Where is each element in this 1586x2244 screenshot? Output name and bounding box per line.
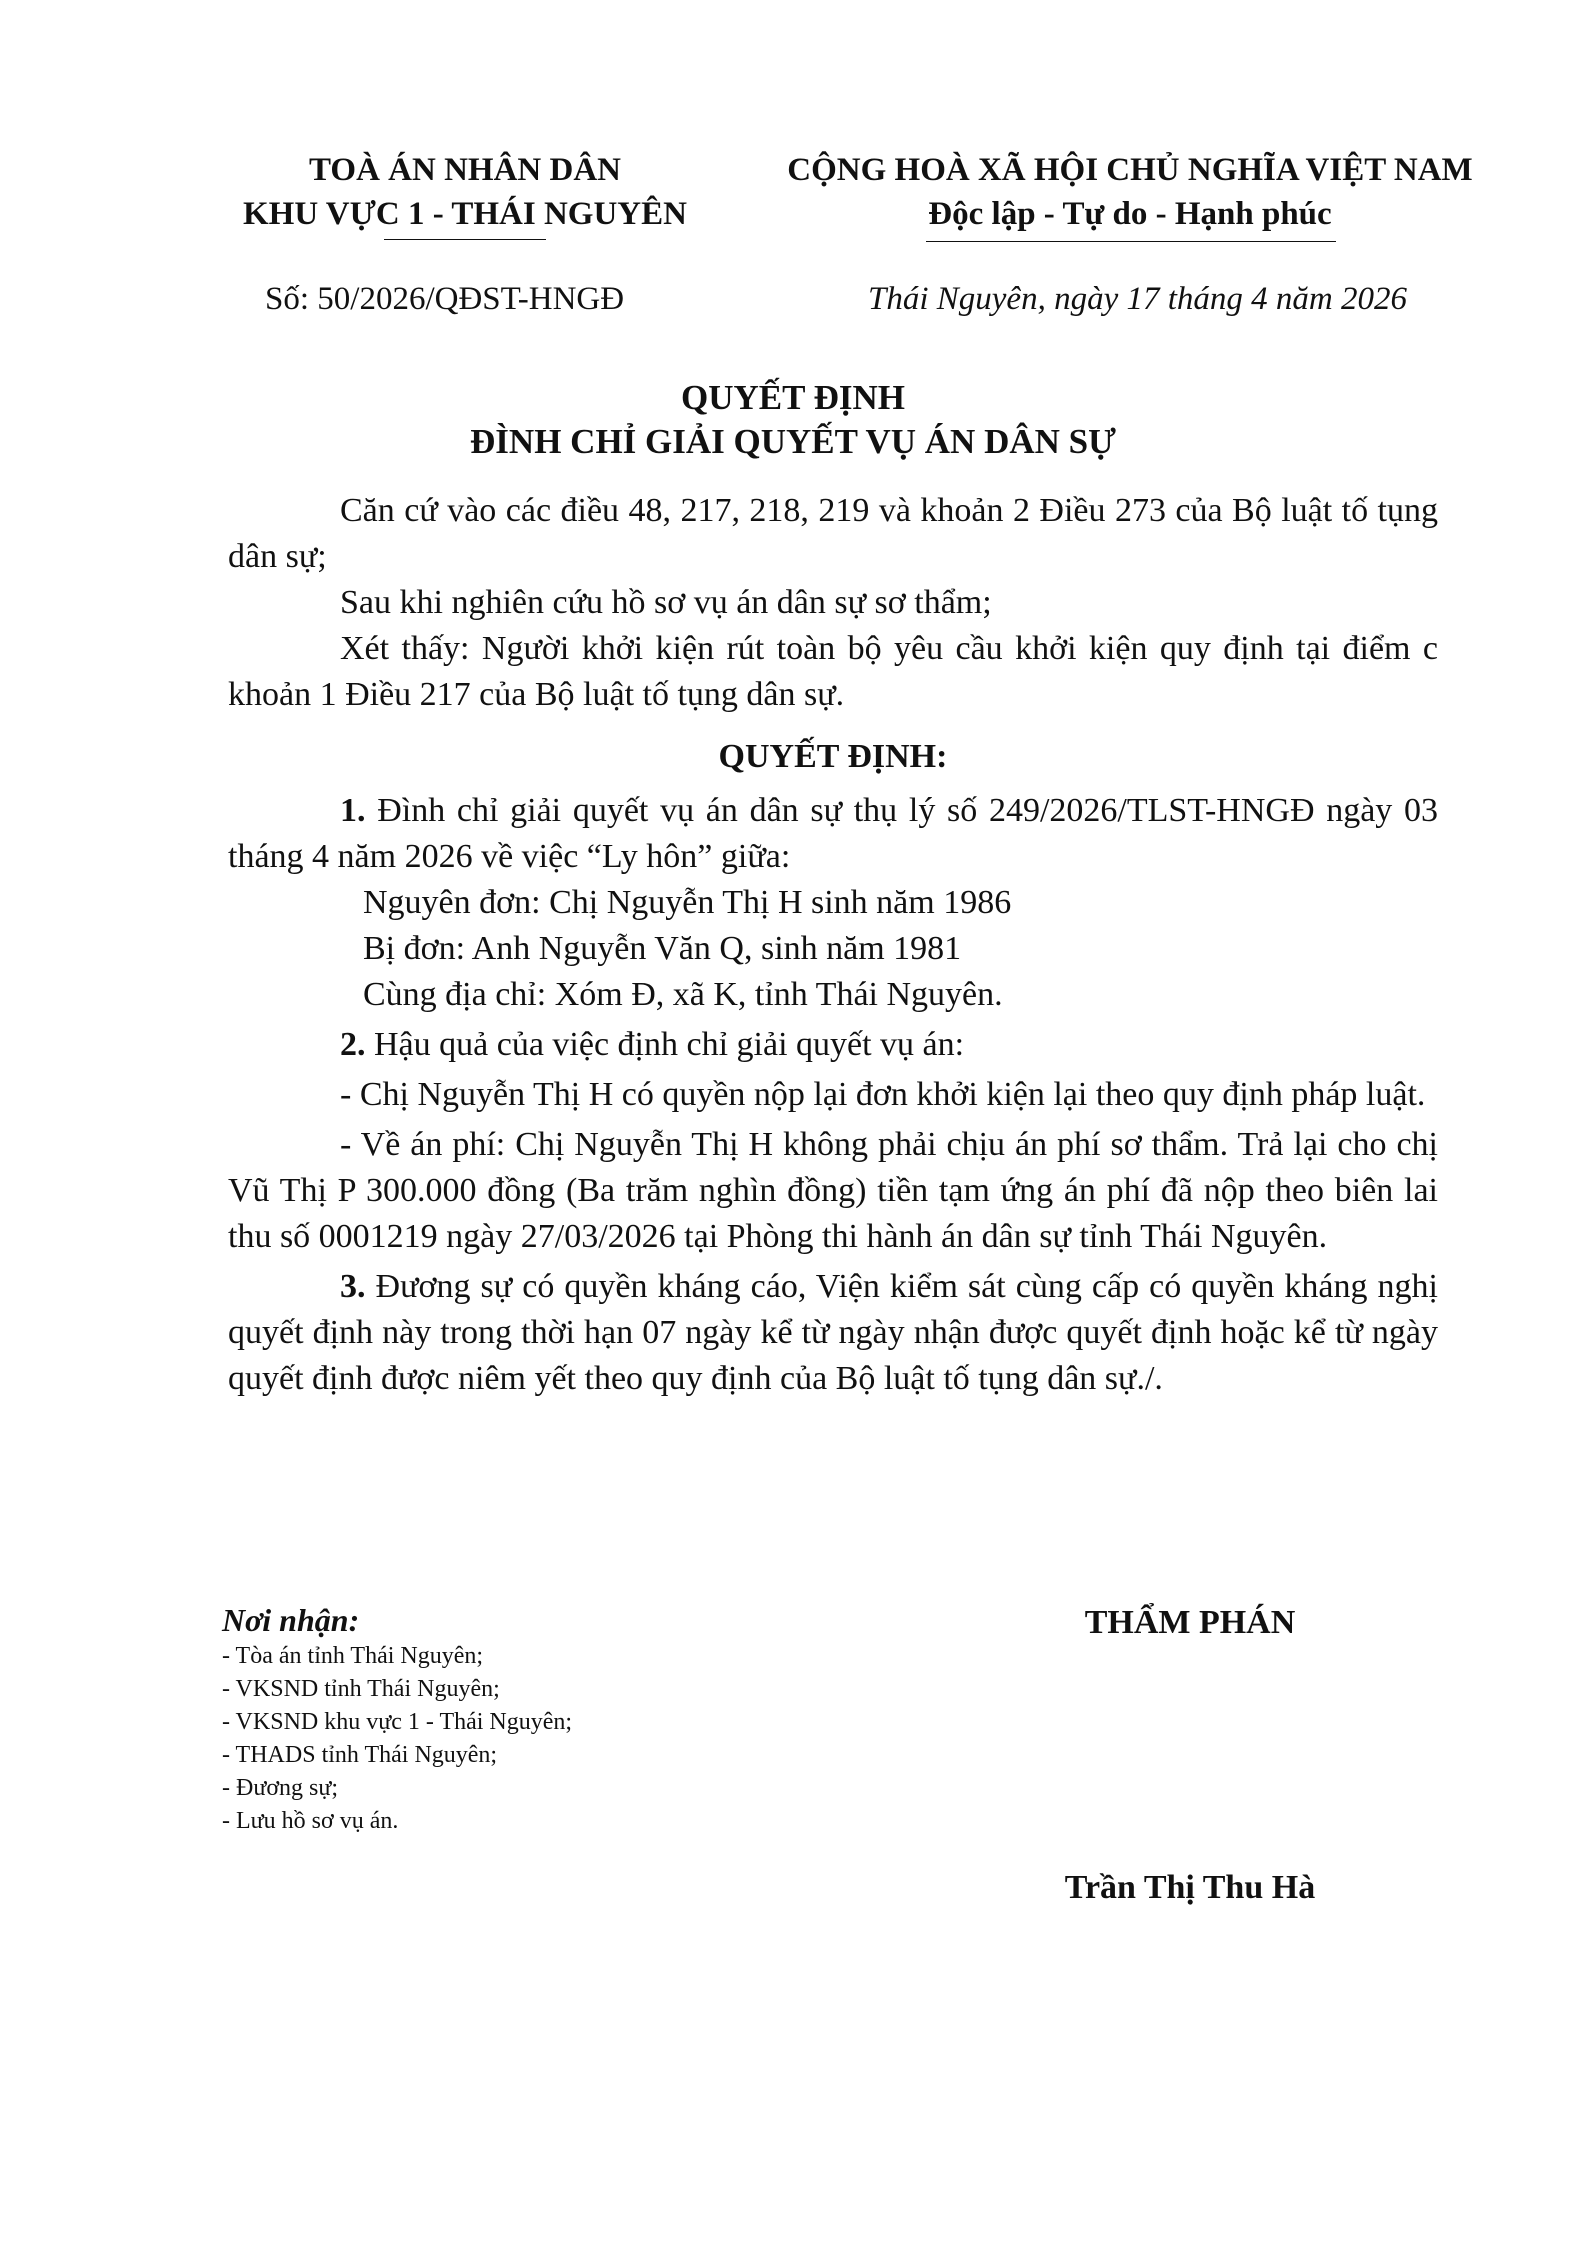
recipient-item: - VKSND tỉnh Thái Nguyên; — [222, 1676, 500, 1702]
item-3-number: 3. — [340, 1268, 366, 1305]
document-title — [0, 376, 1586, 464]
item-2-refile-right: - Chị Nguyễn Thị H có quyền nộp lại đơn khởi kiện lại theo quy định pháp luật. — [340, 1076, 1426, 1113]
nation-motto: Độc lập - Tự do - Hạnh phúc — [928, 196, 1332, 232]
document-body — [228, 488, 1438, 1402]
recipient-item: - VKSND khu vực 1 - Thái Nguyên; — [222, 1709, 573, 1735]
nation-name: CỘNG HOÀ XÃ HỘI CHỦ NGHĨA VIỆT NAM — [787, 152, 1473, 188]
defendant-line: Bị đơn: Anh Nguyễn Văn Q, sinh năm 1981 — [363, 930, 962, 967]
recipient-item: - THADS tỉnh Thái Nguyên; — [222, 1742, 498, 1768]
place-date: Thái Nguyên, ngày 17 tháng 4 năm 2026 — [868, 281, 1407, 317]
recipients-block — [222, 1600, 872, 1838]
study-paragraph: Sau khi nghiên cứu hồ sơ vụ án dân sự sơ thẩm; — [340, 584, 992, 621]
item-2-number: 2. — [340, 1026, 366, 1063]
title-line2: ĐÌNH CHỈ GIẢI QUYẾT VỤ ÁN DÂN SỰ — [470, 422, 1116, 461]
item-1-number: 1. — [340, 792, 366, 829]
nation-header-divider — [926, 241, 1336, 242]
recipient-item: - Tòa án tỉnh Thái Nguyên; — [222, 1643, 484, 1669]
item-2-court-fee: - Về án phí: Chị Nguyễn Thị H không phải chịu án phí sơ thẩm. Trả lại cho chị Vũ Thị P 300.000 đồng (Ba trăm nghìn đồng) tiền tạm ứng án phí đã nộp theo biên lai thu số 0001219 ngày 27/03/2026 tại Phòng thi hành án dân sự tỉnh Thái Nguyên. — [228, 1126, 1438, 1255]
court-name-line2: KHU VỰC 1 - THÁI NGUYÊN — [242, 196, 687, 232]
plaintiff-line: Nguyên đơn: Chị Nguyễn Thị H sinh năm 1986 — [363, 884, 1012, 921]
court-header-divider — [384, 239, 546, 240]
recipients-title: Nơi nhận: — [222, 1602, 360, 1638]
decision-item-2 — [228, 1022, 1438, 1068]
signer-role: THẨM PHÁN — [1084, 1604, 1296, 1641]
nation-header — [755, 148, 1505, 236]
recipient-item: - Lưu hồ sơ vụ án. — [222, 1808, 399, 1834]
address-line: Cùng địa chỉ: Xóm Đ, xã K, tỉnh Thái Nguyên. — [363, 976, 1003, 1013]
court-name-line1: TOÀ ÁN NHÂN DÂN — [309, 152, 621, 188]
item-3-text: Đương sự có quyền kháng cáo, Viện kiểm sát cùng cấp có quyền kháng nghị quyết định này trong thời hạn 07 ngày kể từ ngày nhận được quyết định hoặc kể từ ngày quyết định được niêm yết theo quy định của Bộ luật tố tụng dân sự./. — [228, 1268, 1438, 1397]
decision-item-1 — [228, 788, 1438, 880]
legal-basis-paragraph: Căn cứ vào các điều 48, 217, 218, 219 và khoản 2 Điều 273 của Bộ luật tố tụng dân sự; — [228, 492, 1438, 575]
recipient-item: - Đương sự; — [222, 1775, 339, 1801]
court-header — [215, 148, 715, 236]
finding-paragraph: Xét thấy: Người khởi kiện rút toàn bộ yêu cầu khởi kiện quy định tại điểm c khoản 1 Điều 217 của Bộ luật tố tụng dân sự. — [228, 630, 1438, 713]
document-number: Số: 50/2026/QĐST-HNGĐ — [265, 281, 625, 317]
signer-name: Trần Thị Thu Hà — [1064, 1869, 1316, 1906]
decision-heading: QUYẾT ĐỊNH: — [718, 738, 948, 775]
item-2-text: Hậu quả của việc định chỉ giải quyết vụ án: — [365, 1026, 965, 1063]
item-1-text: Đình chỉ giải quyết vụ án dân sự thụ lý số 249/2026/TLST-HNGĐ ngày 03 tháng 4 năm 2026 về việc “Ly hôn” giữa: — [228, 792, 1438, 875]
title-line1: QUYẾT ĐỊNH — [681, 378, 905, 417]
decision-item-3 — [228, 1264, 1438, 1402]
